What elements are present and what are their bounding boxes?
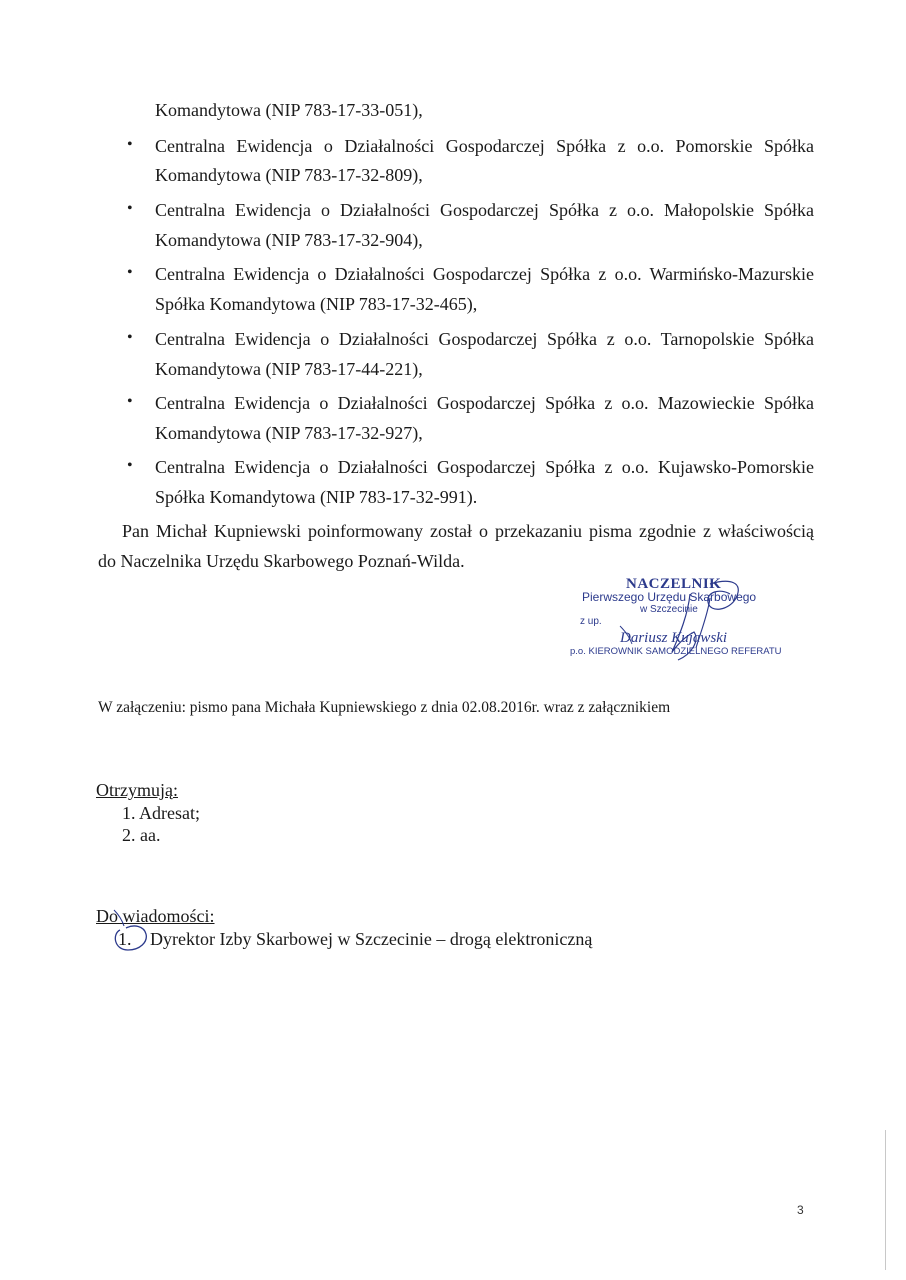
stamp-city: w Szczecinie bbox=[640, 604, 698, 615]
cc-item-number: 1. bbox=[118, 929, 132, 949]
stamp-role: p.o. KIEROWNIK SAMODZIELNEGO REFERATU bbox=[570, 646, 782, 657]
company-item-line2: Komandytowa (NIP 783-17-32-927), bbox=[155, 423, 423, 443]
stamp-zup: z up. bbox=[580, 616, 602, 627]
bullet-icon: • bbox=[127, 136, 133, 153]
bullet-icon: • bbox=[127, 200, 133, 217]
company-item-line2: Spółka Komandytowa (NIP 783-17-32-991). bbox=[155, 487, 478, 507]
company-item-line1: Centralna Ewidencja o Działalności Gospodarczej Spółka z o.o. Pomorskie Spółka bbox=[155, 136, 814, 156]
stamp-office: Pierwszego Urzędu Skarbowego bbox=[582, 590, 757, 604]
forwarding-paragraph-line1: Pan Michał Kupniewski poinformowany został o przekazaniu pisma zgodnie z właściwością bbox=[122, 521, 814, 541]
company-item-line2: Komandytowa (NIP 783-17-32-809), bbox=[155, 165, 423, 185]
company-item-line1: Centralna Ewidencja o Działalności Gospodarczej Spółka z o.o. Tarnopolskie Spółka bbox=[155, 329, 814, 349]
cc-item: Dyrektor Izby Skarbowej w Szczecinie – drogą elektroniczną bbox=[150, 929, 593, 949]
company-item-line2: Komandytowa (NIP 783-17-32-904), bbox=[155, 230, 423, 250]
page-number: 3 bbox=[797, 1203, 804, 1217]
bullet-icon: • bbox=[127, 264, 133, 281]
company-item-line1: Centralna Ewidencja o Działalności Gospodarczej Spółka z o.o. Kujawsko-Pomorskie bbox=[155, 457, 814, 477]
company-item-line1: Centralna Ewidencja o Działalności Gospodarczej Spółka z o.o. Małopolskie Spółka bbox=[155, 200, 814, 220]
company-item-line1: Centralna Ewidencja o Działalności Gospodarczej Spółka z o.o. Warmińsko-Mazurskie bbox=[155, 264, 814, 284]
recipient-item: 1. Adresat; bbox=[122, 803, 200, 823]
stamp-title: NACZELNIK bbox=[626, 576, 722, 592]
recipients-heading: Otrzymują: bbox=[96, 780, 178, 800]
company-item-line2: Komandytowa (NIP 783-17-44-221), bbox=[155, 359, 423, 379]
company-continuation: Komandytowa (NIP 783-17-33-051), bbox=[155, 100, 423, 120]
forwarding-paragraph-line2: do Naczelnika Urzędu Skarbowego Poznań-Wilda. bbox=[98, 551, 465, 571]
recipient-item: 2. aa. bbox=[122, 825, 161, 845]
scan-edge-divider bbox=[885, 1130, 886, 1270]
attachment-note: W załączeniu: pismo pana Michała Kupniewskiego z dnia 02.08.2016r. wraz z załącznikiem bbox=[98, 699, 671, 716]
bullet-icon: • bbox=[127, 457, 133, 474]
bullet-icon: • bbox=[127, 393, 133, 410]
cc-heading: Do wiadomości: bbox=[96, 906, 215, 926]
handwritten-signature-icon bbox=[560, 574, 800, 674]
handwritten-circle-icon bbox=[104, 906, 164, 956]
bullet-icon: • bbox=[127, 329, 133, 346]
stamp-signer: Dariusz Kujawski bbox=[620, 630, 728, 646]
official-stamp bbox=[560, 574, 800, 664]
company-item-line1: Centralna Ewidencja o Działalności Gospodarczej Spółka z o.o. Mazowieckie Spółka bbox=[155, 393, 814, 413]
company-item-line2: Spółka Komandytowa (NIP 783-17-32-465), bbox=[155, 294, 478, 314]
